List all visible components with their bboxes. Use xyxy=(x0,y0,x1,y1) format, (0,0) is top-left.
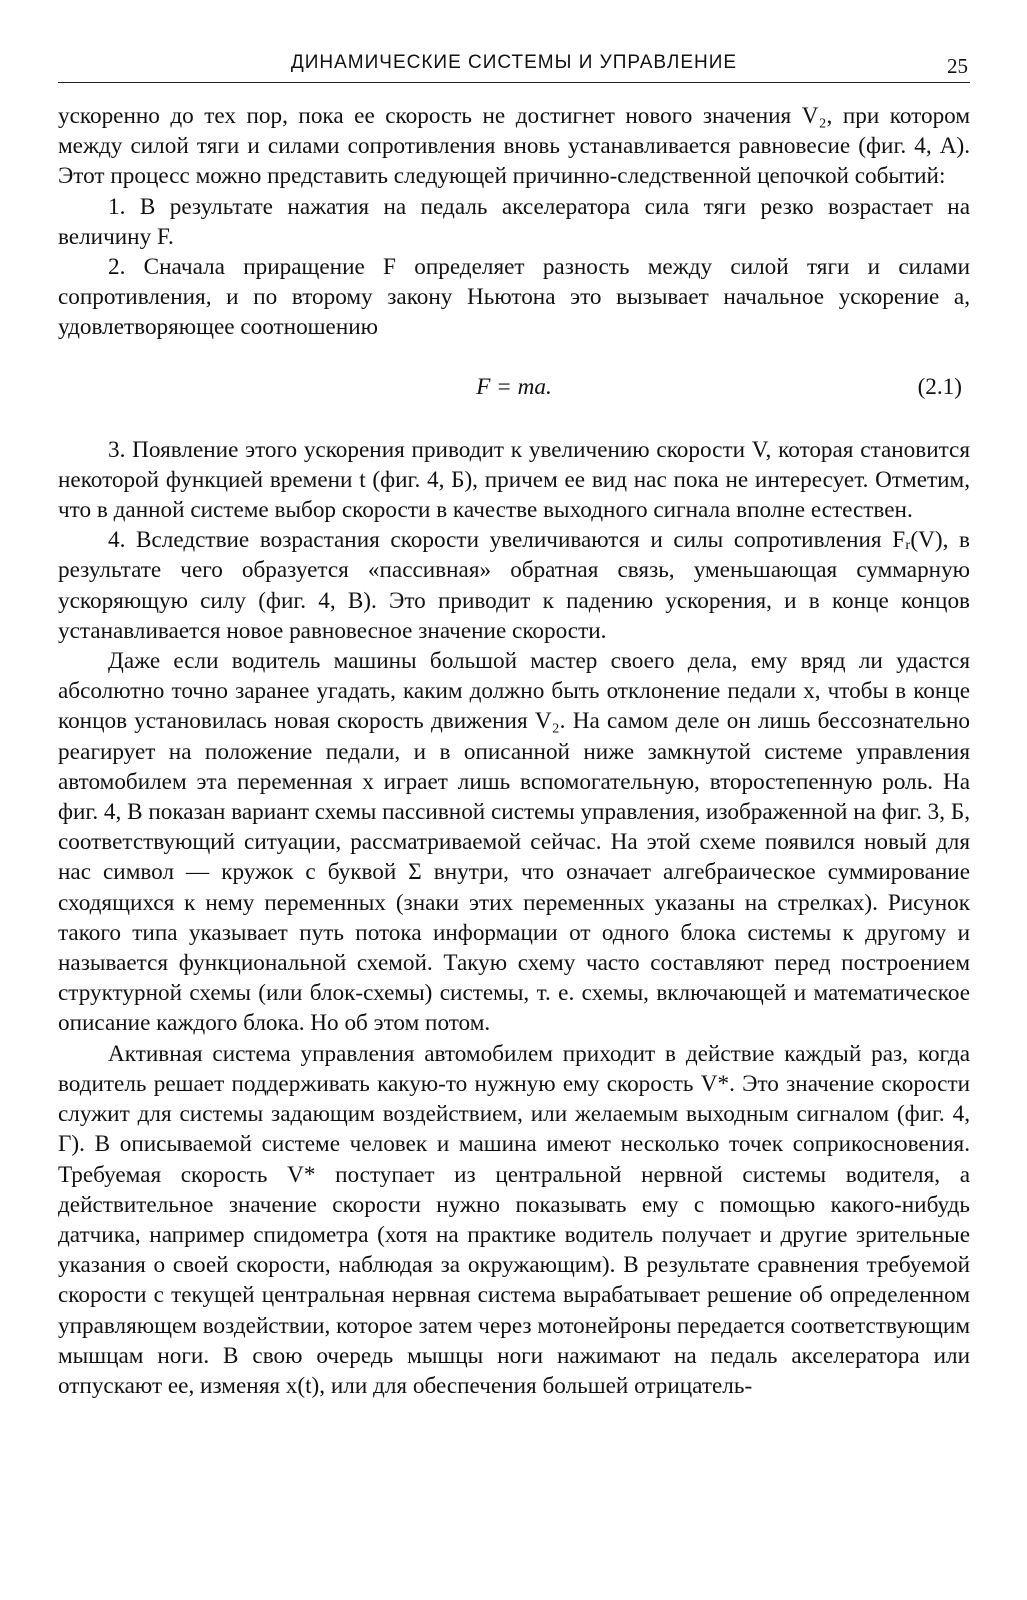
paragraph: 1. В результате нажатия на педаль акселератора сила тяги резко возрастает на величину F. xyxy=(58,193,970,250)
paragraph: Даже если водитель машины большой мастер своего дела, ему вряд ли удастся абсолютно точно заранее угадать, каким должно быть отклонение педали x, чтобы в конце концов установилась новая скорость движения V₂. На самом деле он лишь бессознательно реагирует на положение педали, и в описанной ниже замкнутой системе управления автомобилем эта переменная x играет лишь вспомогательную, второстепенную роль. На фиг. 4, В показан вариант схемы пассивной системы управления, изображенной на фиг. 3, Б, соответствующий ситуации, рассматриваемой сейчас. На этой схеме появился новый для нас символ — кружок с буквой Σ внутри, что означает алгебраическое суммирование сходящихся к нему переменных (знаки этих переменных указаны на стрелках). Рисунок такого типа указывает путь потока информации от одного блока системы к другому и называется функциональной схемой. Такую схему часто составляют перед построением структурной схемы (или блок-схемы) системы, т. е. схемы, включающей и математическое описание каждого блока. Но об этом потом. xyxy=(58,648,970,1037)
paragraph: 3. Появление этого ускорения приводит к увеличению скорости V, которая становится некоторой функцией времени t (фиг. 4, Б), причем ее вид нас пока не интересует. Отметим, что в данной системе выбор скорости в качестве выходного сигнала вполне естествен. xyxy=(58,436,970,524)
paragraph: 4. Вследствие возрастания скорости увеличиваются и силы сопротивления Fᵣ(V), в результате чего образуется «пассивная» обратная связь, уменьшающая суммарную ускоряющую силу (фиг. 4, В). Это приводит к падению ускорения, и в конце концов устанавливается новое равновесное значение скорости. xyxy=(58,527,970,644)
paragraph: Активная система управления автомобилем приходит в действие каждый раз, когда водитель решает поддерживать какую-то нужную ему скорость V*. Это значение скорости служит для системы задающим воздействием, или желаемым выходным сигналом (фиг. 4, Г). В описываемой системе человек и машина имеют несколько точек соприкосновения. Требуемая скорость V* поступает из центральной нервной системы водителя, а действительное значение скорости нужно показывать ему с помощью какого-нибудь датчика, например спидометра (хотя на практике водитель получает и другие зрительные указания о своей скорости, наблюдая за окружающим). В результате сравнения требуемой скорости с текущей центральная нервная система вырабатывает решение об определенном управляющем воздействии, которое затем через мотонейроны передается соответствующим мышцам ноги. В свою очередь мышцы ноги нажимают на педаль акселератора или отпускают ее, изменяя x(t), или для обеспечения большей отрицатель- xyxy=(58,1040,970,1399)
page-number: 25 xyxy=(947,54,968,78)
paragraph: 2. Сначала приращение F определяет разность между силой тяги и силами сопротивления, и по второму закону Ньютона это вызывает начальное ускорение a, удовлетворяющее соотношению xyxy=(58,254,970,341)
equation xyxy=(58,372,970,402)
equation-number: (2.1) xyxy=(917,373,962,400)
running-title: ДИНАМИЧЕСКИЕ СИСТЕМЫ И УПРАВЛЕНИЕ xyxy=(290,52,738,73)
equation-formula: F = ma. xyxy=(476,373,552,400)
book-page xyxy=(58,46,970,1401)
page-header xyxy=(58,46,970,83)
paragraph: ускоренно до тех пор, пока ее скорость не достигнет нового значения V₂, при котором между силой тяги и силами сопротивления вновь устанавливается равновесие (фиг. 4, А). Этот процесс можно представить следующей причинно-следственной цепочкой событий: xyxy=(58,103,970,190)
page-body xyxy=(58,101,970,1401)
